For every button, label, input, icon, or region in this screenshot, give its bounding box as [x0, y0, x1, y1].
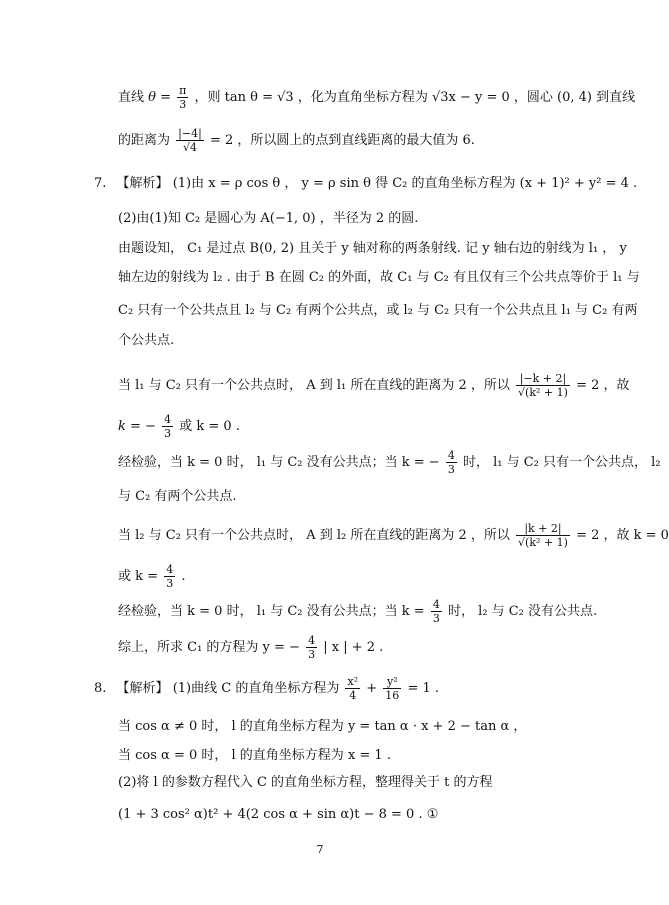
text-segment: = 2 ，所以圆上的点到直线距离的最大值为 6.	[209, 133, 475, 148]
fraction	[446, 449, 457, 476]
text-segment: 的距离为	[118, 133, 171, 148]
fraction-denominator: √4	[182, 141, 197, 154]
problem-7-line-8	[118, 413, 240, 440]
fraction-numerator: 4	[432, 598, 440, 611]
text-segment: ，则 tan θ = √3 ，化为直角坐标方程为 √3x − y = 0 ，圆心 (0, 4) 到直线	[194, 90, 636, 105]
text-segment: 经检验，当 k = 0 时， l₁ 与 C₂ 没有公共点；当 k =	[118, 604, 425, 619]
problem-7-line-9	[118, 449, 661, 476]
fraction-denominator: 3	[447, 463, 455, 476]
fraction	[345, 675, 360, 702]
text-segment: = 2 ，故	[576, 378, 630, 393]
fraction-numerator: |−4|	[178, 127, 202, 140]
text-segment: k = −	[118, 419, 156, 434]
fraction-numerator: x²	[347, 675, 359, 688]
text-segment: 或 k = 0 .	[179, 419, 240, 434]
problem-7-line-12	[118, 563, 185, 590]
fraction-denominator: √(k² + 1)	[518, 536, 568, 549]
fraction-numerator: y²	[383, 675, 401, 689]
text-segment: = 1 .	[407, 681, 439, 696]
fraction-numerator: π	[179, 84, 187, 97]
fraction-denominator: 16	[385, 689, 400, 702]
fraction-denominator: 3	[164, 427, 172, 440]
fraction	[176, 127, 204, 154]
problem-8-heading	[94, 675, 439, 702]
fraction-numerator: |k + 2|	[516, 522, 570, 536]
text-segment: +	[366, 681, 378, 696]
text-segment: 时， l₂ 与 C₂ 没有公共点.	[447, 604, 598, 619]
text-segment: (1)曲线 C 的直角坐标方程为	[172, 681, 340, 696]
fraction-denominator: 3	[308, 648, 316, 661]
fraction	[164, 563, 175, 590]
problem-8-line-3: 当 cos α = 0 时， l 的直角坐标方程为 x = 1 .	[118, 748, 391, 763]
problem-7-line-7	[118, 372, 630, 399]
analysis-tag: 【解析】	[116, 176, 169, 191]
fraction-denominator: 3	[179, 98, 187, 111]
fraction-denominator: 4	[349, 689, 357, 702]
problem-7-line-6: 个公共点.	[118, 333, 175, 348]
fraction	[516, 522, 570, 549]
page-number: 7	[316, 843, 324, 856]
fraction-denominator: √(k² + 1)	[518, 386, 568, 399]
problem-8-line-5: (1 + 3 cos² α)t² + 4(2 cos α + sin α)t − 8 = 0 . ①	[118, 807, 439, 822]
problem-number: 8.	[94, 681, 107, 696]
text-segment: 当 l₁ 与 C₂ 只有一个公共点时， A 到 l₁ 所在直线的距离为 2 ，所以	[118, 378, 510, 393]
fraction-numerator: 4	[166, 563, 174, 576]
analysis-tag: 【解析】	[116, 681, 169, 696]
text-segment: .	[181, 569, 186, 584]
text-segment: 时， l₁ 与 C₂ 只有一个公共点， l₂	[462, 455, 661, 470]
fraction-denominator: 3	[166, 577, 174, 590]
text-segment: (1)由 x = ρ cos θ ， y = ρ sin θ 得 C₂ 的直角坐标方程为 (x + 1)² + y² = 4 .	[172, 176, 638, 191]
text-segment: 综上，所求 C₁ 的方程为 y = −	[118, 640, 300, 655]
fraction-numerator: 4	[308, 634, 316, 647]
fraction-numerator: |−k + 2|	[516, 372, 570, 386]
text-segment: 经检验，当 k = 0 时， l₁ 与 C₂ 没有公共点；当 k = −	[118, 455, 440, 470]
problem-7-line-4: 轴左边的射线为 l₂ . 由于 B 在圆 C₂ 的外面，故 C₁ 与 C₂ 有且仅有三个公共点等价于 l₁ 与	[118, 270, 640, 285]
problem-7-line-3: 由题设知， C₁ 是过点 B(0, 2) 且关于 y 轴对称的两条射线. 记 y 轴右边的射线为 l₁ ， y	[118, 241, 627, 256]
problem-7-line-5: C₂ 只有一个公共点且 l₂ 与 C₂ 有两个公共点，或 l₂ 与 C₂ 只有一个公共点且 l₁ 与 C₂ 有两	[118, 303, 638, 318]
problem-7-line-11	[118, 522, 669, 549]
solution-line-2	[118, 127, 475, 154]
fraction	[431, 598, 442, 625]
fraction	[516, 372, 570, 399]
fraction	[162, 413, 173, 440]
problem-number: 7.	[94, 176, 107, 191]
solution-line-1	[118, 84, 635, 111]
problem-7-line-13	[118, 598, 597, 625]
fraction-numerator: 4	[164, 413, 172, 426]
problem-7-line-10: 与 C₂ 有两个公共点.	[118, 489, 237, 504]
fraction	[177, 84, 188, 111]
fraction	[383, 675, 401, 702]
problem-7-heading	[94, 176, 637, 192]
text-segment: = 2 ，故 k = 0	[576, 528, 669, 543]
text-segment: 或 k =	[118, 569, 159, 584]
text-segment: | x | + 2 .	[323, 640, 384, 655]
problem-7-line-2: (2)由(1)知 C₂ 是圆心为 A(−1, 0) ，半径为 2 的圆.	[118, 211, 419, 226]
fraction-numerator: 4	[447, 449, 455, 462]
text-segment: θ =	[148, 90, 172, 105]
text-segment: 直线	[118, 90, 145, 105]
problem-7-line-14	[118, 634, 383, 661]
text-segment: 当 l₂ 与 C₂ 只有一个公共点时， A 到 l₂ 所在直线的距离为 2 ，所以	[118, 528, 510, 543]
problem-8-line-2: 当 cos α ≠ 0 时， l 的直角坐标方程为 y = tan α · x + 2 − tan α ，	[118, 719, 527, 734]
fraction	[306, 634, 317, 661]
fraction-denominator: 3	[432, 612, 440, 625]
problem-8-line-4: (2)将 l 的参数方程代入 C 的直角坐标方程，整理得关于 t 的方程	[118, 775, 493, 790]
